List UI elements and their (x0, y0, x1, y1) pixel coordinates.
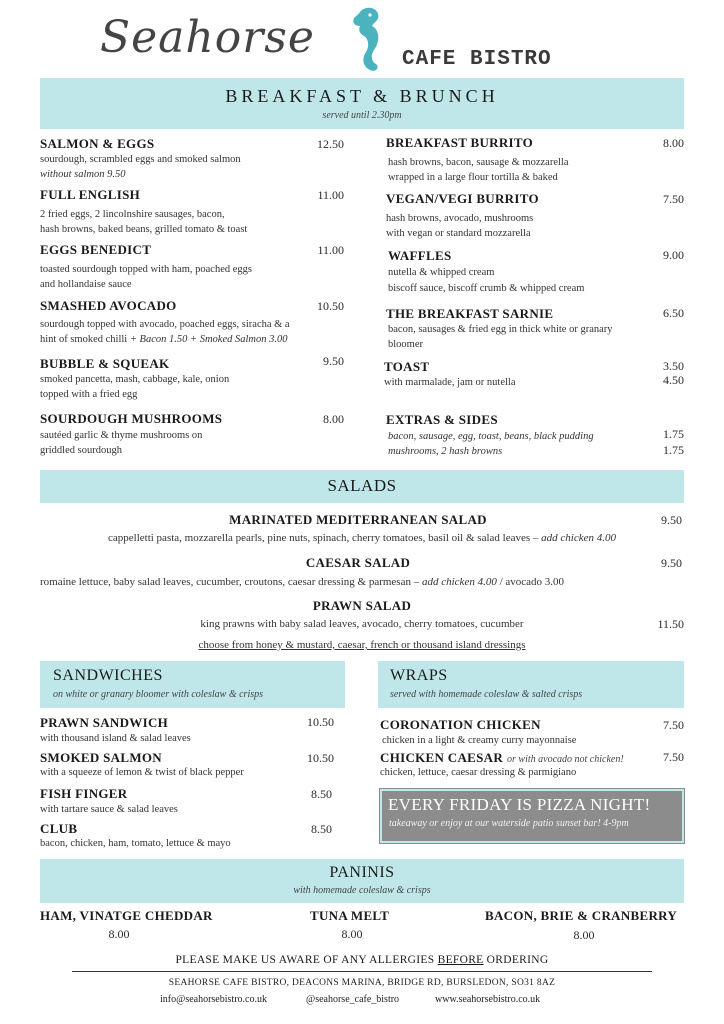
menu-item-price-secondary: 1.75 (663, 443, 684, 457)
salad-name: CAESAR SALAD (305, 555, 411, 570)
wrap-desc: chicken in a light & creamy curry mayonnaise (382, 735, 577, 746)
menu-item-desc: hash browns, baked beans, grilled tomato & toast (40, 224, 248, 235)
sandwich-name: PRAWN SANDWICH (40, 715, 169, 730)
sandwich-price: 8.50 (311, 822, 332, 836)
menu-item-name: TOAST (384, 359, 430, 374)
menu-item-extras: + Bacon 1.50 + Smoked Salmon 3.00 (129, 334, 288, 345)
paninis-subtitle: with homemade coleslaw & crisps (293, 885, 431, 896)
menu-item-desc: griddled sourdough (40, 445, 122, 456)
allergy-notice (40, 954, 684, 966)
menu-item-price: 11.00 (317, 188, 344, 202)
sandwich-price: 10.50 (307, 715, 334, 729)
sandwiches-subtitle: on white or granary bloomer with coleslaw & crisps (53, 689, 263, 700)
seahorse-logo-icon (350, 6, 386, 74)
menu-item-price: 8.00 (663, 136, 684, 150)
menu-item-desc: sourdough, scrambled eggs and smoked salmon (40, 154, 241, 165)
sandwich-desc: bacon, chicken, ham, tomato, lettuce & mayo (40, 838, 231, 849)
menu-item-name: BREAKFAST BURRITO (386, 135, 534, 150)
menu-item-price: 3.50 (663, 359, 684, 373)
menu-item-note: without salmon 9.50 (40, 169, 126, 180)
panini-price: 8.00 (341, 927, 363, 941)
menu-item-price: 11.00 (317, 243, 344, 257)
salad-add-option-2: / avocado 3.00 (496, 576, 565, 588)
paninis-title: PANINIS (329, 864, 395, 881)
menu-item-price: 9.00 (663, 248, 684, 262)
salad-add-option: add chicken 4.00 (421, 576, 497, 588)
panini-name: BACON, BRIE & CRANBERRY (485, 908, 678, 923)
menu-item-desc: bacon, sausages & fried egg in thick white or granary (388, 324, 613, 335)
menu-item-desc: sautéed garlic & thyme mushrooms on (40, 430, 203, 441)
sandwich-name: SMOKED SALMON (40, 750, 162, 765)
menu-item-desc: bacon, sausage, egg, toast, beans, black pudding (388, 431, 594, 442)
dressing-note: choose from honey & mustard, caesar, french or thousand island dressings (198, 639, 526, 651)
menu-item-desc-text: hint of smoked chilli (40, 334, 128, 345)
footer-divider (72, 971, 652, 972)
wraps-title: WRAPS (390, 667, 448, 684)
salad-add-option: add chicken 4.00 (541, 532, 616, 544)
menu-item-desc: mushrooms, 2 hash browns (388, 446, 503, 457)
wrap-note: or with avocado not chicken! (507, 754, 624, 765)
footer-social-handle[interactable]: @seahorse_cafe_bistro (306, 994, 400, 1005)
menu-item-desc: bloomer (388, 339, 423, 350)
breakfast-title: BREAKFAST & BRUNCH (225, 86, 499, 106)
menu-item-desc: and hollandaise sauce (40, 279, 132, 290)
salad-name: PRAWN SALAD (312, 598, 412, 613)
panini-name: TUNA MELT (310, 908, 390, 923)
menu-item-name: SMASHED AVOCADO (40, 298, 177, 313)
menu-item-desc: biscoff sauce, biscoff crumb & whipped cream (388, 283, 585, 294)
menu-item-name: WAFFLES (388, 248, 452, 263)
menu-item-name: SALMON & EGGS (40, 136, 155, 151)
menu-item-desc: sourdough topped with avocado, poached eggs, siracha & a (40, 319, 290, 330)
footer-email-link[interactable]: info@seahorsebistro.co.uk (160, 994, 267, 1005)
menu-item-desc: nutella & whipped cream (388, 267, 495, 278)
wrap-desc: chicken, lettuce, caesar dressing & parmigiano (380, 767, 577, 778)
menu-item-name: THE BREAKFAST SARNIE (386, 306, 554, 321)
salad-desc: king prawns with baby salad leaves, avocado, cherry tomatoes, cucumber (200, 618, 524, 630)
menu-item-desc: with vegan or standard mozzarella (386, 228, 531, 239)
menu-item-price: 7.50 (663, 192, 684, 206)
menu-item-desc: 2 fried eggs, 2 lincolnshire sausages, bacon, (40, 209, 225, 220)
wrap-price: 7.50 (663, 718, 684, 732)
salad-desc-text: cappelletti pasta, mozzarella pearls, pine nuts, spinach, cherry tomatoes, basil oil & salad leaves – (108, 532, 542, 544)
menu-item-price: 1.75 (663, 427, 684, 441)
wrap-name: CORONATION CHICKEN (380, 717, 541, 732)
wrap-price: 7.50 (663, 750, 684, 764)
allergy-text-post: ORDERING (483, 954, 549, 966)
menu-item-price-secondary: 4.50 (663, 373, 684, 387)
sandwich-name: FISH FINGER (40, 786, 128, 801)
menu-item-desc: wrapped in a large flour tortilla & baked (388, 172, 558, 183)
footer-website-link[interactable]: www.seahorsebistro.co.uk (435, 994, 541, 1005)
salad-price: 11.50 (657, 617, 684, 631)
salad-desc (40, 575, 564, 590)
menu-item-name: EGGS BENEDICT (40, 242, 152, 257)
logo-script: Seahorse (100, 12, 315, 63)
footer-address: SEAHORSE CAFE BISTRO, DEACONS MARINA, BRIDGE RD, BURSLEDON, SO31 8AZ (168, 978, 556, 988)
menu-item-name: EXTRAS & SIDES (386, 412, 498, 427)
sandwich-price: 10.50 (307, 751, 334, 765)
menu-item-price: 10.50 (317, 299, 344, 313)
allergy-text-pre: PLEASE MAKE US AWARE OF ANY ALLERGIES (175, 954, 438, 966)
menu-item-price: 12.50 (317, 137, 344, 151)
panini-price: 8.00 (573, 928, 595, 942)
panini-price: 8.00 (108, 927, 130, 941)
salad-desc (40, 531, 684, 546)
salad-price: 9.50 (661, 556, 682, 570)
menu-item-name: SOURDOUGH MUSHROOMS (40, 411, 223, 426)
menu-item-name: VEGAN/VEGI BURRITO (386, 191, 539, 206)
sandwich-desc: with thousand island & salad leaves (40, 733, 191, 744)
menu-item-price: 9.50 (323, 354, 344, 368)
salad-name: MARINATED MEDITERRANEAN SALAD (229, 512, 487, 527)
pizza-night-title: EVERY FRIDAY IS PIZZA NIGHT! (388, 795, 651, 814)
sandwiches-title: SANDWICHES (53, 667, 163, 684)
wrap-name: CHICKEN CAESAR (380, 750, 504, 765)
panini-name: HAM, VINATGE CHEDDAR (40, 908, 213, 923)
menu-item-desc: smoked pancetta, mash, cabbage, kale, onion (40, 374, 230, 385)
sandwich-price: 8.50 (311, 787, 332, 801)
menu-item-desc (40, 332, 287, 347)
sandwich-name: CLUB (40, 821, 78, 836)
menu-item-price: 6.50 (663, 306, 684, 320)
menu-item-desc: hash browns, bacon, sausage & mozzarella (388, 157, 569, 168)
menu-item-desc: hash browns, avocado, mushrooms (386, 213, 534, 224)
menu-item-name: BUBBLE & SQUEAK (40, 356, 170, 371)
menu-item-price: 8.00 (323, 412, 344, 426)
logo-subtitle: CAFE BISTRO (402, 48, 552, 71)
allergy-text-emphasis: BEFORE (437, 954, 484, 966)
salad-desc-text: romaine lettuce, baby salad leaves, cucumber, croutons, caesar dressing & parmesan – (40, 576, 422, 588)
salads-title: SALADS (327, 476, 397, 495)
menu-item-name: FULL ENGLISH (40, 187, 141, 202)
breakfast-subtitle: served until 2.30pm (322, 110, 402, 121)
menu-item-desc: with marmalade, jam or nutella (384, 377, 516, 388)
sandwich-desc: with a squeeze of lemon & twist of black pepper (40, 767, 244, 778)
menu-item-desc: topped with a fried egg (40, 389, 138, 400)
salad-price: 9.50 (661, 513, 682, 527)
wraps-subtitle: served with homemade coleslaw & salted crisps (390, 689, 583, 700)
menu-item-desc: toasted sourdough topped with ham, poached eggs (40, 264, 252, 275)
sandwich-desc: with tartare sauce & salad leaves (40, 804, 178, 815)
pizza-night-subtitle: takeaway or enjoy at our waterside patio sunset bar! 4-9pm (389, 818, 629, 829)
